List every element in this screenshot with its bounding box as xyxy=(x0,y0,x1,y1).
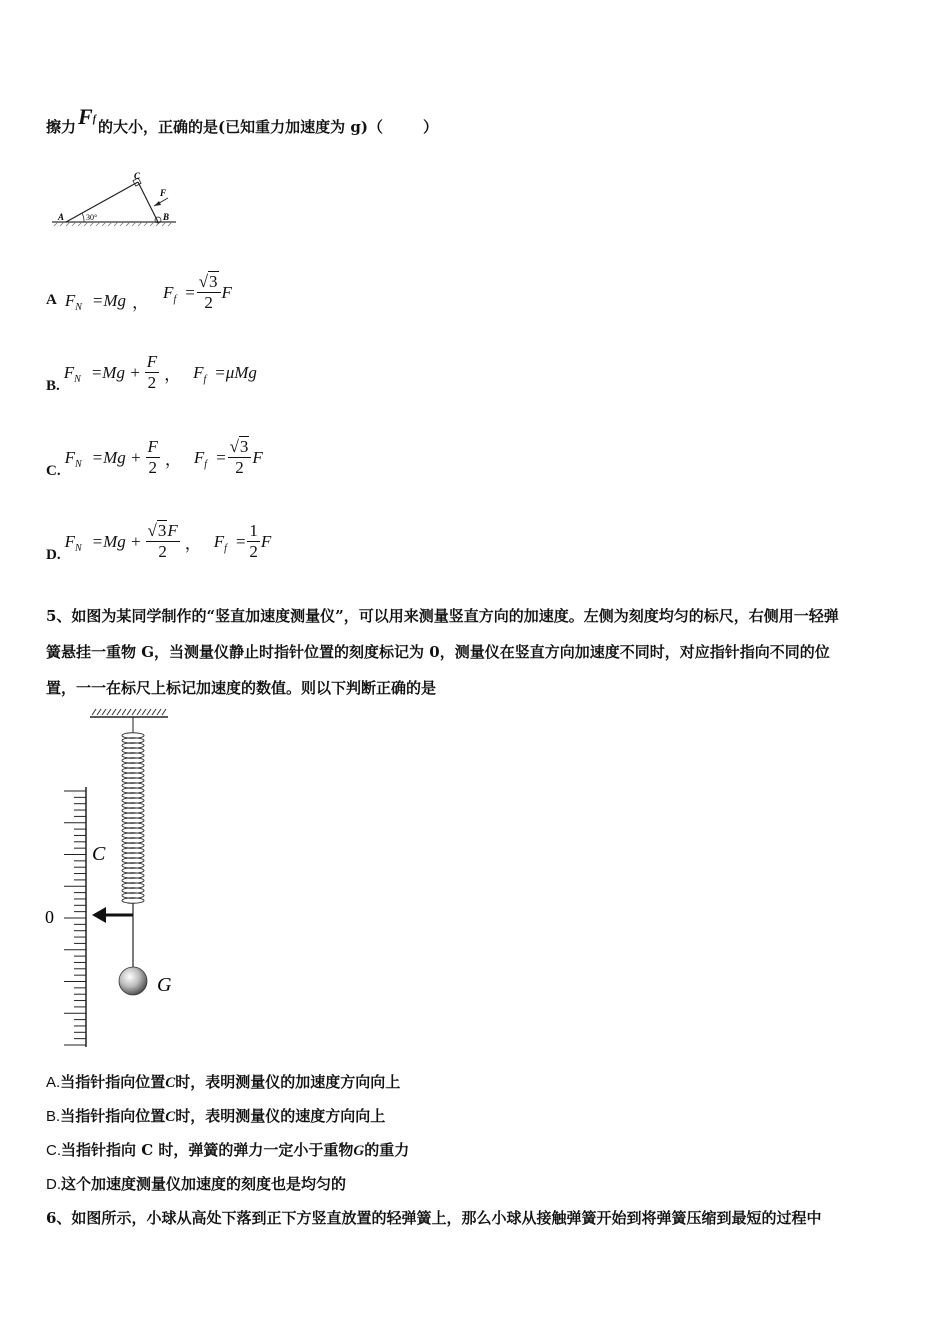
label-F: F xyxy=(160,188,167,198)
choice-b[interactable]: B.当指针指向位置C时，表明测量仪的速度方向向上 xyxy=(46,1107,386,1125)
fraction-root3-over-2: $\frac{√3}{2}$ xyxy=(228,437,252,478)
q4-suffix: 的大小，正确的是(已知重力加速度为 g)（ xyxy=(98,118,383,136)
label-A: A xyxy=(58,212,65,222)
option-d[interactable]: D. $F_N$ =Mg + $\frac{√3F}{2}$ ， $F_f$ = $\frac{1}{2}$ F xyxy=(46,521,272,563)
choice-c[interactable]: C.当指针指向 C 时，弹簧的弹力一定小于重物G的重力 xyxy=(46,1141,410,1159)
pointer-arrow xyxy=(92,907,106,923)
label-C: C xyxy=(92,843,106,865)
question-6-text: 6、如图所示，小球从高处下落到正下方竖直放置的轻弹簧上，那么小球从接触弹簧开始到将弹簧压缩到最短的过程中 xyxy=(46,1209,822,1227)
fraction-root3F-over-2: $\frac{√3F}{2}$ xyxy=(147,521,178,561)
choice-a[interactable]: A.当指针指向位置C时，表明测量仪的加速度方向向上 xyxy=(46,1073,401,1091)
question-5-text: 5、如图为某同学制作的“竖直加速度测量仪”，可以用来测量竖直方向的加速度。左侧为刻度均匀的标尺，右侧用一轻弹 簧悬挂一重物 G，当测量仪静止时指针位置的刻度标记为 0，测量仪在竖直方向加速度不同时，对应指针指向不同的位 置，一一在标尺上标记加速度的数值。则以下判断正确的是 xyxy=(46,607,839,697)
fraction-F-over-2: $\frac{F}{2}$ xyxy=(147,437,158,477)
q4-close-paren: ） xyxy=(422,118,438,136)
fraction-1-over-2: $\frac{1}{2}$ xyxy=(249,521,258,561)
q4-tail-line xyxy=(46,104,438,138)
label-angle: 30° xyxy=(86,213,98,222)
label-G: G xyxy=(157,974,172,996)
fraction-F-over-2: $\frac{F}{2}$ xyxy=(146,352,158,392)
accelerometer-diagram xyxy=(40,705,200,1055)
option-a[interactable]: A $F_N$ =Mg ， $F_f$ = $\frac{√3}{2}$ F xyxy=(46,272,232,313)
option-b[interactable]: B. $F_N$ =Mg + $\frac{F}{2}$ ， $F_f$ =μMg xyxy=(46,352,257,394)
option-c[interactable]: C. $F_N$ =Mg + $\frac{F}{2}$ ， $F_f$ = $\frac{√3}{2}$ F xyxy=(46,437,263,479)
weight-ball xyxy=(119,967,147,995)
label-zero: 0 xyxy=(45,907,54,927)
label-B: B xyxy=(163,212,170,222)
friction-symbol: Ff xyxy=(78,104,97,129)
incline-diagram xyxy=(50,170,180,230)
label-C: C xyxy=(134,171,141,181)
choice-d[interactable]: D.这个加速度测量仪加速度的刻度也是均匀的 xyxy=(46,1175,347,1193)
q4-prefix: 擦力 xyxy=(46,118,77,136)
fraction-root3-over-2: $\frac{√3}{2}$ xyxy=(197,272,221,313)
